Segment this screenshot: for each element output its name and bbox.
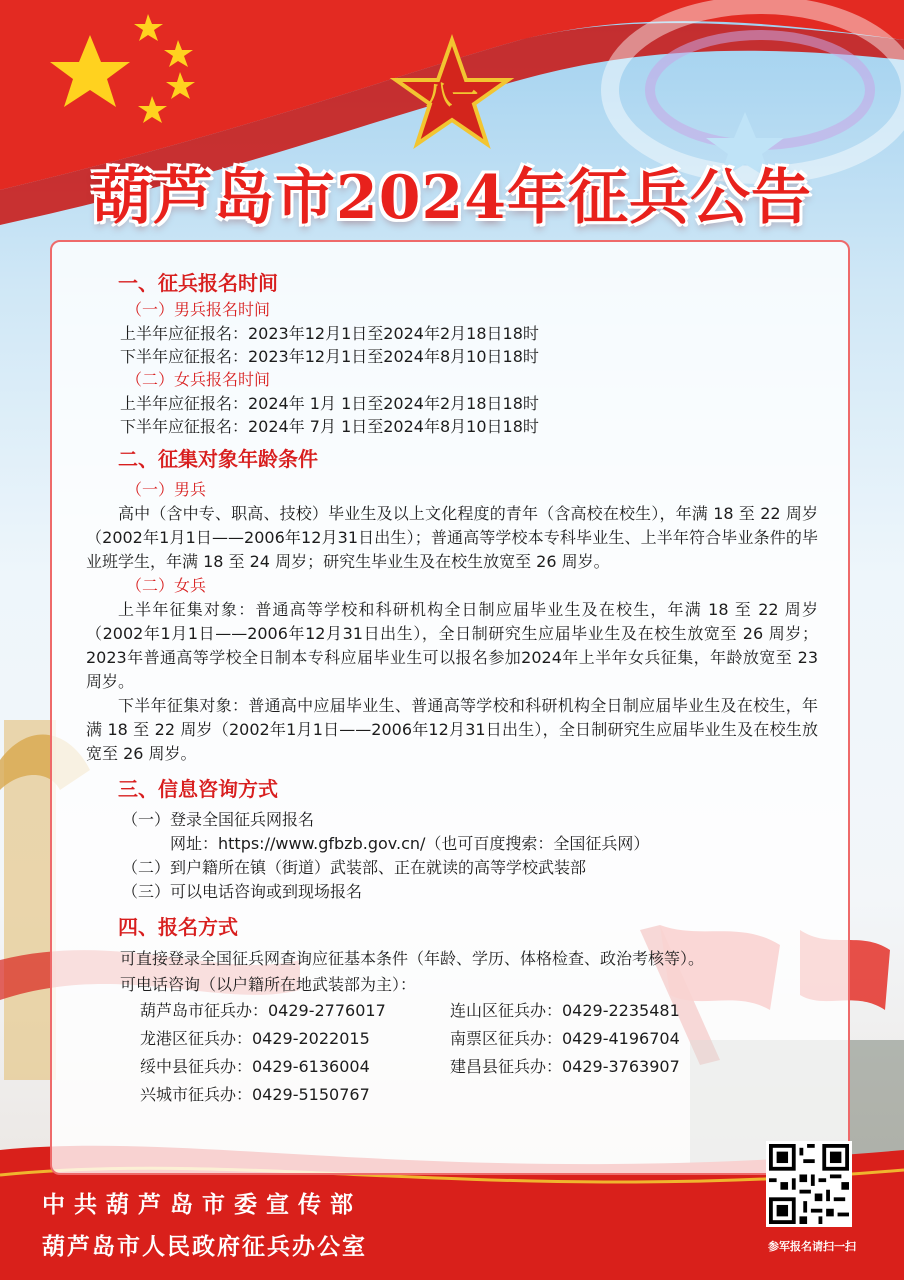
contact-item[interactable]: 葫芦岛市征兵办：0429-2776017 bbox=[140, 1001, 386, 1020]
contact-item[interactable]: 连山区征兵办：0429-2235481 bbox=[450, 1001, 680, 1020]
info-item: （二）到户籍所在镇（街道）武装部、正在就读的高等学校武装部 bbox=[122, 858, 587, 877]
section-heading: 四、报名方式 bbox=[118, 915, 238, 939]
paragraph: 下半年征集对象：普通高中应届毕业生、普通高等学校和科研机构全日制应届毕业生及在校生，年满 18 至 22 周岁（2002年1月1日——2006年12月31日出生），全日制研究生应届毕业生及在校生放宽至 26 周岁。 bbox=[86, 696, 818, 763]
date-line: 上半年应征报名：2024年 1月 1日至2024年2月18日18时 bbox=[120, 394, 539, 413]
footer-org-2: 葫芦岛市人民政府征兵办公室 bbox=[42, 1234, 367, 1260]
section-heading: 二、征集对象年龄条件 bbox=[118, 447, 318, 471]
emblem-mark: 八一 bbox=[425, 81, 479, 111]
contact-item[interactable]: 龙港区征兵办：0429-2022015 bbox=[140, 1029, 370, 1048]
subsection-title: （一）男兵 bbox=[126, 480, 207, 499]
paragraph: 上半年征集对象：普通高等学校和科研机构全日制应届毕业生及在校生，年满 18 至 22 周岁（2002年1月1日——2006年12月31日出生），全日制研究生应届毕业生及在校生放宽至 26 周岁；2023年普通高等学校全日制本专科应届毕业生可以报名参加2024年上半年女兵征集，年龄放宽至 23 周岁。 bbox=[86, 600, 818, 691]
contact-list bbox=[140, 998, 818, 1108]
qr-code[interactable] bbox=[766, 1141, 852, 1227]
website-link[interactable]: 网址：https://www.gfbzb.gov.cn/（也可百度搜索：全国征兵网） bbox=[170, 834, 650, 853]
contact-item[interactable]: 绥中县征兵办：0429-6136004 bbox=[140, 1057, 370, 1076]
subsection-title: （一）男兵报名时间 bbox=[126, 300, 271, 319]
date-line: 下半年应征报名：2023年12月1日至2024年8月10日18时 bbox=[120, 347, 539, 366]
swirl-inner bbox=[650, 35, 870, 145]
page-title: 葫芦岛市2024年征兵公告 bbox=[92, 163, 812, 233]
contact-item[interactable]: 兴城市征兵办：0429-5150767 bbox=[140, 1085, 370, 1104]
contact-item[interactable]: 南票区征兵办：0429-4196704 bbox=[450, 1029, 680, 1048]
info-item: （一）登录全国征兵网报名 bbox=[122, 810, 315, 829]
section-heading: 三、信息咨询方式 bbox=[118, 777, 278, 801]
qr-code-icon bbox=[769, 1144, 849, 1224]
date-line: 上半年应征报名：2023年12月1日至2024年2月18日18时 bbox=[120, 324, 539, 343]
date-line: 下半年应征报名：2024年 7月 1日至2024年8月10日18时 bbox=[120, 417, 539, 436]
qr-caption: 参军报名请扫一扫 bbox=[768, 1240, 856, 1253]
paragraph: 高中（含中专、职高、技校）毕业生及以上文化程度的青年（含高校在校生），年满 18 至 22 周岁（2002年1月1日——2006年12月31日出生）；普通高等学校本专科毕业生、上半年符合毕业条件的毕业班学生，年满 18 至 24 周岁；研究生毕业生及在校生放宽至 26 周岁。 bbox=[86, 504, 818, 571]
subsection-title: （二）女兵报名时间 bbox=[126, 370, 271, 389]
text-line: 可直接登录全国征兵网查询应征基本条件（年龄、学历、体格检查、政治考核等）。 bbox=[120, 949, 705, 968]
footer-org-1: 中共葫芦岛市委宣传部 bbox=[42, 1192, 362, 1218]
info-item: （三）可以电话咨询或到现场报名 bbox=[122, 882, 363, 901]
subsection-title: （二）女兵 bbox=[126, 576, 207, 595]
announcement-body bbox=[86, 268, 818, 1108]
text-line: 可电话咨询（以户籍所在地武装部为主）： bbox=[120, 975, 417, 994]
section-heading: 一、征兵报名时间 bbox=[118, 271, 278, 295]
contact-item[interactable]: 建昌县征兵办：0429-3763907 bbox=[450, 1057, 680, 1076]
